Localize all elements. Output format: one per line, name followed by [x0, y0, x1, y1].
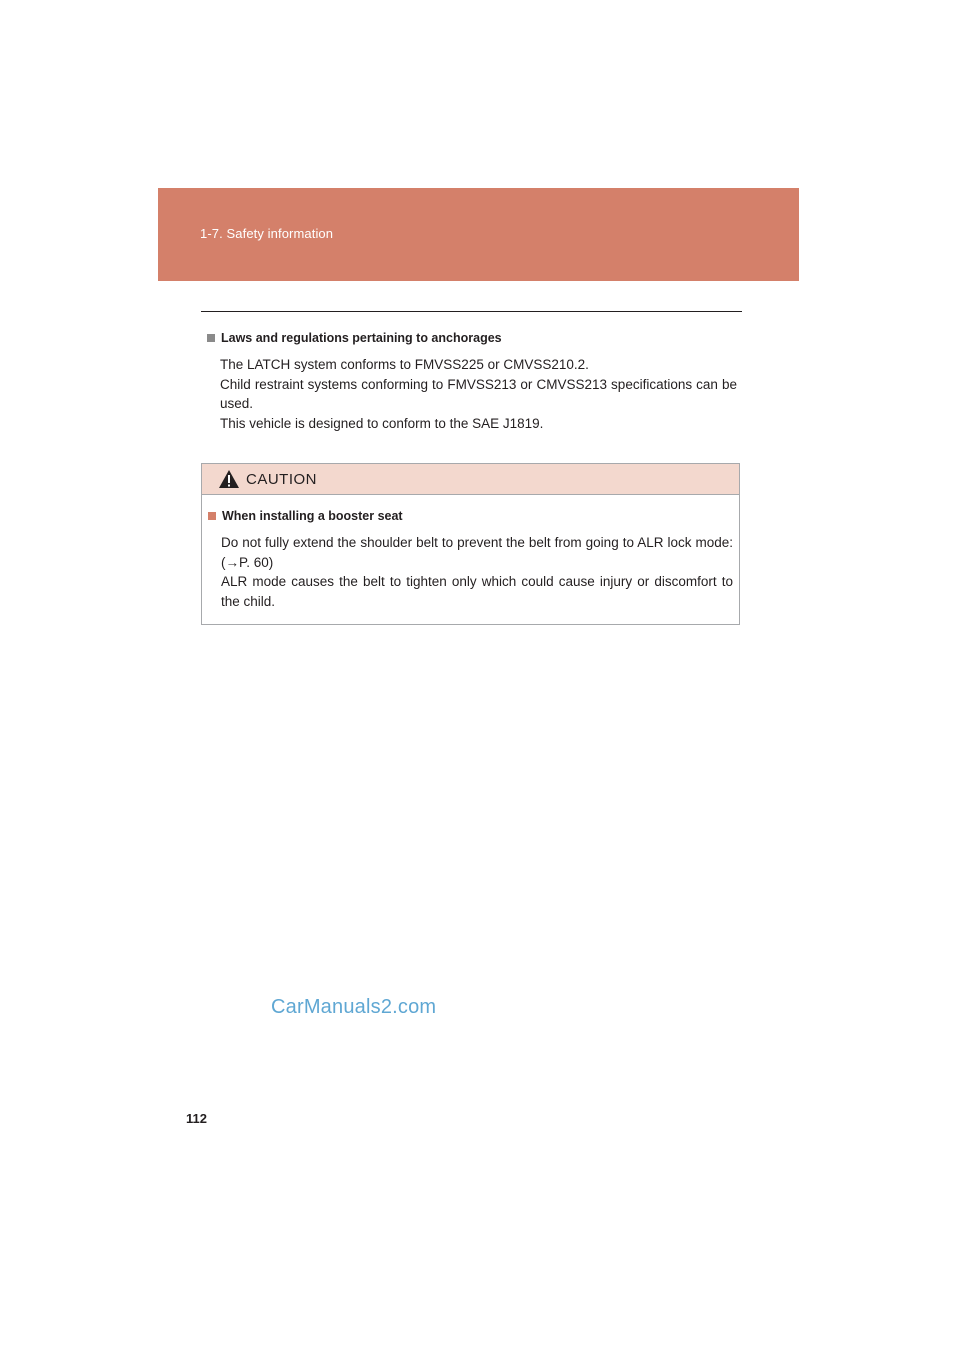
- caution-heading: When installing a booster seat: [222, 509, 403, 523]
- warning-triangle-icon: [218, 469, 240, 489]
- caution-header: [202, 464, 739, 495]
- square-bullet-icon: [207, 334, 215, 342]
- watermark: CarManuals2.com: [271, 996, 437, 1018]
- caution-line-2: ALR mode causes the belt to tighten only which could cause injury or discomfort to the child.: [221, 574, 733, 609]
- laws-section: [207, 331, 737, 433]
- square-bullet-icon: [208, 512, 216, 520]
- caution-body: [202, 495, 739, 611]
- caution-title: CAUTION: [246, 470, 317, 488]
- top-rule: [201, 311, 742, 312]
- laws-heading-row: [207, 331, 737, 345]
- caution-box: [201, 463, 740, 625]
- page-number: 112: [186, 1111, 207, 1126]
- laws-line-2: Child restraint systems conforming to FMVSS213 or CMVSS213 specifications can be used.: [220, 376, 737, 411]
- section-label: 1-7. Safety information: [200, 226, 334, 241]
- caution-line-1: Do not fully extend the shoulder belt to prevent the belt from going to ALR lock mode: (→P. 60): [221, 535, 733, 570]
- laws-line-1: The LATCH system conforms to FMVSS225 or CMVSS210.2.: [220, 357, 589, 372]
- header-band: [158, 188, 799, 281]
- caution-heading-row: [208, 509, 733, 523]
- laws-line-3: This vehicle is designed to conform to the SAE J1819.: [220, 415, 544, 431]
- laws-heading: Laws and regulations pertaining to anchorages: [221, 331, 502, 345]
